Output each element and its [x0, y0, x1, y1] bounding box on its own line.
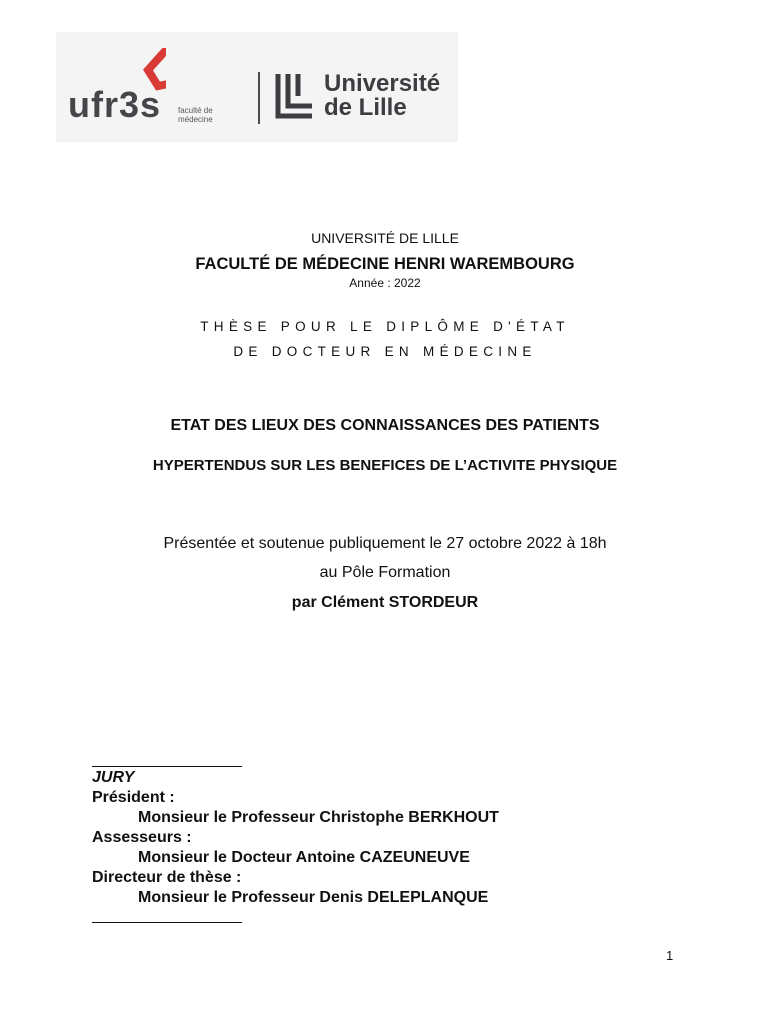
director-name: Monsieur le Professeur Denis DELEPLANQUE: [138, 889, 489, 906]
thesis-title-line1: ETAT DES LIEUX DES CONNAISSANCES DES PATIENTS: [170, 417, 600, 434]
university-name: UNIVERSITÉ DE LILLE: [311, 230, 459, 246]
logo-band: [56, 32, 458, 142]
faculty-of-medicine-label: faculté de médecine: [178, 106, 213, 124]
jury-block: [92, 768, 499, 908]
page-number: 1: [666, 948, 674, 963]
ufr3s-wordmark: ufr3s: [68, 84, 162, 125]
jury-bottom-divider: [92, 922, 242, 923]
universite-de-lille-logo-icon: [274, 72, 316, 122]
assessor-name: Monsieur le Docteur Antoine CAZEUNEUVE: [138, 849, 470, 866]
thesis-title-line2: HYPERTENDUS SUR LES BENEFICES DE L’ACTIVITE PHYSIQUE: [152, 457, 618, 474]
director-label: Directeur de thèse :: [92, 869, 242, 886]
president-label: Président :: [92, 789, 175, 806]
thesis-type-line1: THÈSE POUR LE DIPLÔME D'ÉTAT: [200, 319, 570, 334]
universite-de-lille-wordmark: Université de Lille: [324, 70, 441, 121]
jury-top-divider: [92, 766, 242, 767]
jury-heading: JURY: [92, 769, 135, 786]
logo-divider: [258, 72, 260, 124]
author-name: par Clément STORDEUR: [291, 594, 479, 611]
faculty-name: FACULTÉ DE MÉDECINE HENRI WAREMBOURG: [195, 255, 575, 273]
assessors-label: Assesseurs :: [92, 829, 192, 846]
president-name: Monsieur le Professeur Christophe BERKHOUT: [138, 809, 499, 826]
defense-date: Présentée et soutenue publiquement le 27 octobre 2022 à 18h: [163, 535, 607, 552]
thesis-type-line2: DE DOCTEUR EN MÉDECINE: [233, 344, 537, 359]
defense-location: au Pôle Formation: [319, 564, 451, 581]
academic-year: Année : 2022: [349, 276, 421, 290]
